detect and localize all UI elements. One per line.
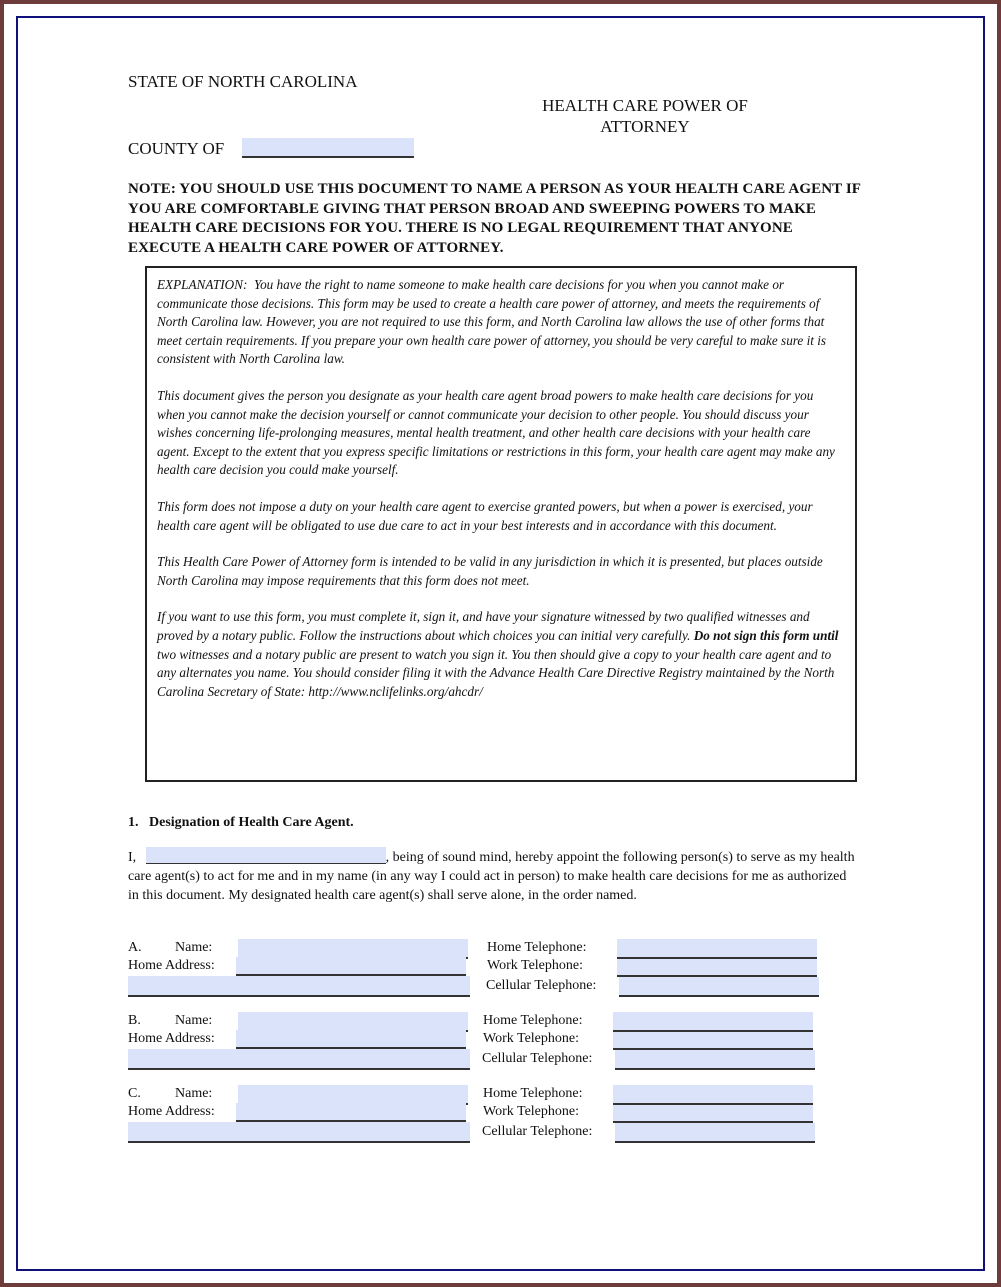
principal-name-field[interactable] bbox=[146, 847, 386, 864]
work-telephone-label: Work Telephone: bbox=[487, 958, 583, 973]
home-address-field[interactable] bbox=[236, 1103, 466, 1122]
home-address-line2-field[interactable] bbox=[128, 976, 470, 997]
explanation-paragraph: You have the right to name someone to make health care decisions for you when you cannot make or communicate those decisions. This form may be used to create a health care power of attorney, and meets the requirements of North Carolina law. However, you are not required to use this form, and North Carolina law allows the use of other forms that meet certain requirements. If you prepare your own health care power of attorney, you should be very careful to make sure it is consistent with North Carolina law. bbox=[157, 277, 826, 367]
cellular-telephone-field[interactable] bbox=[615, 1050, 815, 1070]
explanation-paragraph: This document gives the person you designate as your health care agent broad powers to make health care decisions for you when you cannot make the decision yourself or cannot communicate your decision to other people. You should discuss your wishes concerning life-prolonging measures, mental health treatment, and other health care decisions with your health care agent. Except to the extent that you express specific limitations or restrictions in this form, your health care agent may make any health care decision you could make yourself. bbox=[157, 387, 835, 478]
home-address-line2-field[interactable] bbox=[128, 1122, 470, 1143]
i-label: I, bbox=[128, 850, 137, 865]
explanation-paragraph: This Health Care Power of Attorney form is intended to be valid in any jurisdiction in which it is presented, but places outside North Carolina may impose requirements that this form does not meet. bbox=[157, 554, 823, 588]
text: If you want to use this form, you must complete it, sign it, and have your signature witnessed by two qualified witnesses and proved by a notary public. Follow the instructions about which choices you can initial very carefully. bbox=[157, 609, 810, 643]
agent-name-field[interactable] bbox=[238, 1012, 468, 1032]
work-telephone-field[interactable] bbox=[617, 959, 817, 977]
county-field[interactable] bbox=[242, 138, 414, 158]
name-label: Name: bbox=[175, 940, 213, 955]
home-telephone-field[interactable] bbox=[617, 939, 817, 959]
explanation-box bbox=[145, 266, 857, 782]
home-telephone-label: Home Telephone: bbox=[483, 1086, 583, 1101]
work-telephone-label: Work Telephone: bbox=[483, 1031, 579, 1046]
title-line-2: ATTORNEY bbox=[600, 117, 690, 136]
explanation-paragraph bbox=[157, 608, 843, 701]
home-telephone-field[interactable] bbox=[613, 1085, 813, 1105]
cellular-telephone-label: Cellular Telephone: bbox=[482, 1124, 593, 1139]
work-telephone-label: Work Telephone: bbox=[483, 1104, 579, 1119]
title-line-1: HEALTH CARE POWER OF bbox=[542, 96, 748, 115]
home-address-line2-field[interactable] bbox=[128, 1049, 470, 1070]
state-heading: STATE OF NORTH CAROLINA bbox=[128, 72, 358, 91]
agent-letter: A. bbox=[128, 940, 142, 955]
home-address-field[interactable] bbox=[236, 957, 466, 976]
cellular-telephone-label: Cellular Telephone: bbox=[482, 1051, 593, 1066]
explanation-label: EXPLANATION: bbox=[157, 277, 248, 292]
section-heading: 1. Designation of Health Care Agent. bbox=[128, 815, 354, 830]
work-telephone-field[interactable] bbox=[613, 1032, 813, 1050]
home-telephone-field[interactable] bbox=[613, 1012, 813, 1032]
home-address-label: Home Address: bbox=[128, 1031, 215, 1046]
agent-name-field[interactable] bbox=[238, 1085, 468, 1105]
agent-letter: C. bbox=[128, 1086, 141, 1101]
home-address-field[interactable] bbox=[236, 1030, 466, 1049]
cellular-telephone-field[interactable] bbox=[615, 1123, 815, 1143]
home-address-label: Home Address: bbox=[128, 1104, 215, 1119]
agent-letter: B. bbox=[128, 1013, 141, 1028]
county-label: COUNTY OF bbox=[128, 139, 225, 158]
document-title bbox=[500, 95, 790, 137]
home-telephone-label: Home Telephone: bbox=[483, 1013, 583, 1028]
bold-warning: Do not sign this form until bbox=[693, 627, 839, 643]
cellular-telephone-label: Cellular Telephone: bbox=[486, 978, 597, 993]
cellular-telephone-field[interactable] bbox=[619, 977, 819, 997]
agent-name-field[interactable] bbox=[238, 939, 468, 959]
explanation-paragraph: This form does not impose a duty on your health care agent to exercise granted powers, but when a power is exercised, your health care agent will be obligated to use due care to act in your best interests and in accordance with this document. bbox=[157, 498, 813, 533]
text: two witnesses and a notary public are present to watch you sign it. You then should give a copy to your health care agent and to any alternates you name. You should consider filing it with the Advance Health Care Directive Registry maintained by the North Carolina Secretary of State: http://www.nclifelinks.org/ahcdr/ bbox=[157, 646, 835, 699]
home-address-label: Home Address: bbox=[128, 958, 215, 973]
home-telephone-label: Home Telephone: bbox=[487, 940, 587, 955]
name-label: Name: bbox=[175, 1013, 213, 1028]
name-label: Name: bbox=[175, 1086, 213, 1101]
paragraph-text: , being of sound mind, hereby appoint the following person(s) to serve as my health care agent(s) to act for me and in my name (in any way I could act in person) to make health care decisions for me as authorized in this document. My designated health care agent(s) shall serve alone, in the order named. bbox=[128, 850, 855, 903]
work-telephone-field[interactable] bbox=[613, 1105, 813, 1123]
note-text: NOTE: YOU SHOULD USE THIS DOCUMENT TO NAME A PERSON AS YOUR HEALTH CARE AGENT IF YOU ARE COMFORTABLE GIVING THAT PERSON BROAD AND SWEEPING POWERS TO MAKE HEALTH CARE DECISIONS FOR YOU. THERE IS NO LEGAL REQUIREMENT THAT ANYONE EXECUTE A HEALTH CARE POWER OF ATTORNEY. bbox=[128, 181, 861, 256]
designation-paragraph bbox=[128, 847, 856, 905]
